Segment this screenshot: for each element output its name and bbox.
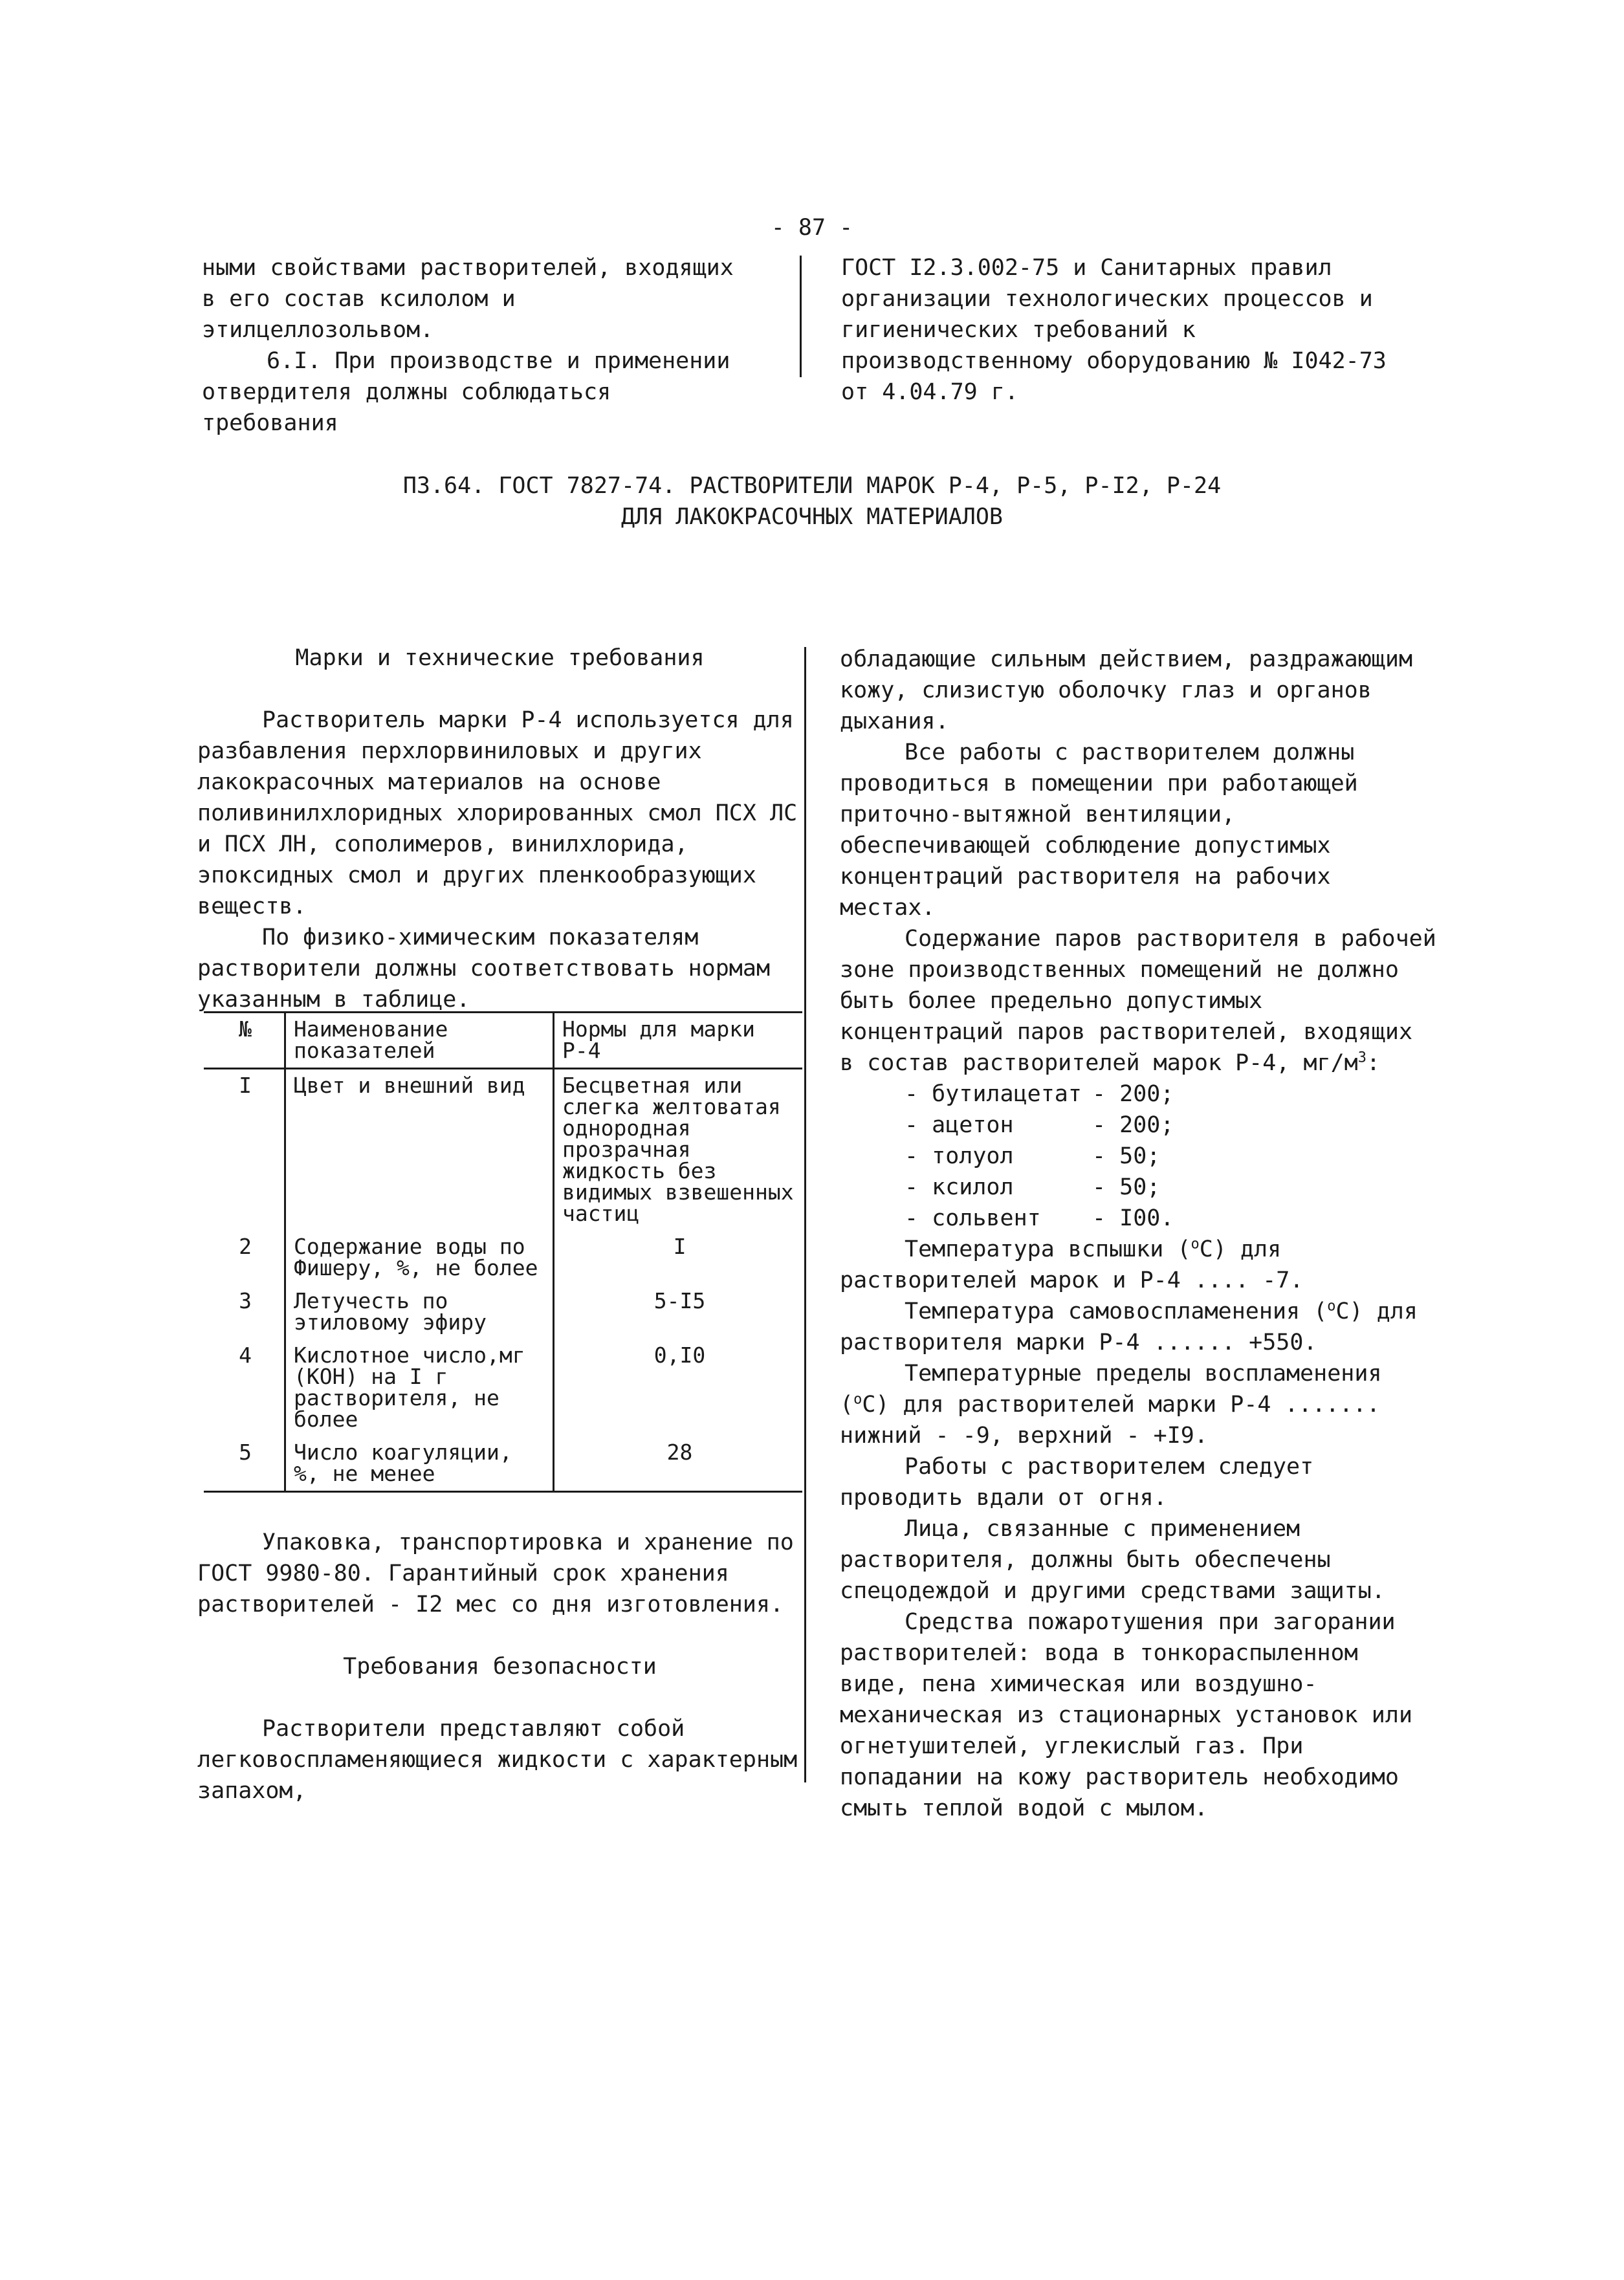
row-indicator: Цвет и внешний вид	[285, 1069, 554, 1231]
top-left-paragraph-1: ными свойствами растворителей, входящих в его состав ксилолом и этилцеллозольвом.	[202, 255, 734, 343]
row-norm: 5-I5	[653, 1288, 706, 1313]
page-number: - 87 -	[771, 215, 853, 241]
table-row	[204, 1436, 802, 1492]
table-row	[204, 1285, 802, 1339]
paragraph-packaging: Упаковка, транспортировка и хранение по ГОСТ 9980-80. Гарантийный срок хранения растворителей - I2 мес со дня изготовления.	[197, 1529, 794, 1617]
table-header-row	[204, 1013, 802, 1069]
solvent-name: - сольвент	[905, 1205, 1041, 1231]
list-item	[905, 1110, 1438, 1141]
row-indicator: Летучесть по этиловому эфиру	[285, 1285, 554, 1339]
degree-superscript: о	[1191, 1236, 1200, 1253]
heading-safety: Требования безопасности	[343, 1654, 657, 1680]
row-indicator: Число коагуляции, %, не менее	[285, 1436, 554, 1492]
paragraph-flash-point	[840, 1234, 1438, 1296]
heading-grades-requirements: Марки и технические требования	[295, 645, 705, 671]
top-left-column	[202, 252, 736, 439]
row-norm: 0,I0	[653, 1343, 706, 1368]
solvent-name: - толуол	[905, 1143, 1014, 1169]
section-title	[0, 470, 1624, 532]
ignition-limits-text: Температурные пределы воспламенения (	[840, 1361, 1382, 1418]
row-norm: I	[673, 1234, 686, 1259]
paragraph-irritant: обладающие сильным действием, раздражающим кожу, слизистую оболочку глаз и органов дыхания.	[840, 646, 1413, 734]
paragraph-away-from-fire: Работы с растворителем следует проводить вдали от огня.	[840, 1454, 1314, 1511]
row-number: 5	[204, 1436, 285, 1492]
left-column-lower	[197, 1527, 802, 1806]
column-header-number: №	[204, 1013, 285, 1069]
row-number: 2	[204, 1231, 285, 1285]
solvent-name: - ксилол	[905, 1174, 1014, 1200]
solvent-limit: - 200;	[1092, 1112, 1174, 1138]
row-number: I	[204, 1069, 285, 1231]
solvent-limit: - 50;	[1092, 1143, 1161, 1169]
flash-point-text: Температура вспышки (	[905, 1236, 1191, 1262]
main-column-divider	[804, 647, 806, 1782]
concentration-text: Содержание паров растворителя в рабочей зоне производственных помещений не должно быть более предельно допустимых концентраций паров растворителей, входящих в состав растворителей марок Р-4, мг/м	[840, 926, 1436, 1076]
cubic-superscript: 3	[1357, 1049, 1366, 1066]
solvent-limit: - 50;	[1092, 1174, 1161, 1200]
list-item	[905, 1172, 1438, 1203]
paragraph-usage: Растворитель марки Р-4 используется для разбавления перхлорвиниловых и других лакокрасочных материалов на основе поливинилхлоридных хлорированных смол ПСХ ЛС и ПСХ ЛН, сополимеров, винилхлорида, эпоксидных смол и других пленкообразующих веществ.	[197, 707, 798, 919]
solvent-name: - ацетон	[905, 1112, 1014, 1138]
solvent-limits-list	[840, 1079, 1438, 1234]
solvent-name: - бутилацетат	[905, 1081, 1082, 1107]
top-left-paragraph-2: 6.I. При производстве и применении отвердителя должны соблюдаться требования	[202, 348, 730, 436]
table-row	[204, 1339, 802, 1436]
autoignition-value: С) для растворителя марки Р-4 ...... +550.	[840, 1299, 1418, 1355]
paragraph-ignition-limits	[840, 1358, 1438, 1451]
solvent-limit: - 200;	[1092, 1081, 1174, 1107]
row-indicator: Кислотное число,мг (КОН) на I г растворителя, не более	[285, 1339, 554, 1436]
left-column	[197, 642, 802, 1015]
paragraph-concentration	[840, 923, 1438, 1079]
paragraph-autoignition	[840, 1296, 1438, 1358]
right-column	[840, 644, 1438, 1824]
top-right-paragraph: ГОСТ I2.3.002-75 и Санитарных правил организации технологических процессов и гигиенических требований к производственному оборудованию № I042-73 от 4.04.79 г.	[841, 255, 1387, 405]
paragraph-protective-clothing: Лица, связанные с применением растворителя, должны быть обеспечены спецодеждой и другими средствами защиты.	[840, 1516, 1385, 1604]
section-title-line-2: ДЛЯ ЛАКОКРАСОЧНЫХ МАТЕРИАЛОВ	[620, 504, 1003, 530]
concentration-colon: :	[1366, 1050, 1381, 1076]
top-column-divider	[800, 256, 802, 377]
paragraph-norms: По физико-химическим показателям растворители должны соответствовать нормам указанным в таблице.	[197, 925, 771, 1013]
list-item	[905, 1141, 1438, 1172]
list-item	[905, 1203, 1438, 1234]
requirements-table	[204, 1011, 802, 1493]
row-norm: 28	[666, 1440, 693, 1465]
autoignition-text: Температура самовоспламенения (	[905, 1299, 1328, 1324]
top-right-column	[841, 252, 1423, 408]
solvent-limit: - I00.	[1092, 1205, 1174, 1231]
paragraph-flammable: Растворители представляют собой легковоспламеняющиеся жидкости с характерным запахом,	[197, 1716, 798, 1804]
row-indicator: Содержание воды по Фишеру, %, не более	[285, 1231, 554, 1285]
degree-superscript: о	[1327, 1298, 1336, 1315]
row-norm: Бесцветная или слегка желтоватая однородная прозрачная жидкость без видимых взвешенных частиц	[562, 1073, 794, 1226]
degree-superscript: о	[853, 1391, 862, 1408]
column-header-norm: Нормы для марки Р-4	[554, 1013, 803, 1069]
paragraph-ventilation: Все работы с растворителем должны проводиться в помещении при работающей приточно-вытяжной вентиляции, обеспечивающей соблюдение допустимых концентраций растворителя на рабочих местах.	[840, 740, 1358, 921]
section-title-line-1: П3.64. ГОСТ 7827-74. РАСТВОРИТЕЛИ МАРОК Р-4, Р-5, Р-I2, Р-24	[402, 473, 1222, 499]
list-item	[905, 1079, 1438, 1110]
column-header-indicator: Наименование показателей	[285, 1013, 554, 1069]
row-number: 3	[204, 1285, 285, 1339]
paragraph-fire-extinguishing: Средства пожаротушения при загорании растворителей: вода в тонкораспыленном виде, пена химическая или воздушно-механическая из стационарных установок или огнетушителей, углекислый газ. При попадании на кожу растворитель необходимо смыть теплой водой с мылом.	[840, 1609, 1413, 1821]
table-row	[204, 1231, 802, 1285]
table-row	[204, 1069, 802, 1231]
row-number: 4	[204, 1339, 285, 1436]
ignition-limits-value: С) для растворителей марки Р-4 ....... нижний - -9, верхний - +I9.	[840, 1392, 1381, 1449]
flash-point-value: С) для растворителей марок и Р-4 .... -7.	[840, 1236, 1304, 1293]
